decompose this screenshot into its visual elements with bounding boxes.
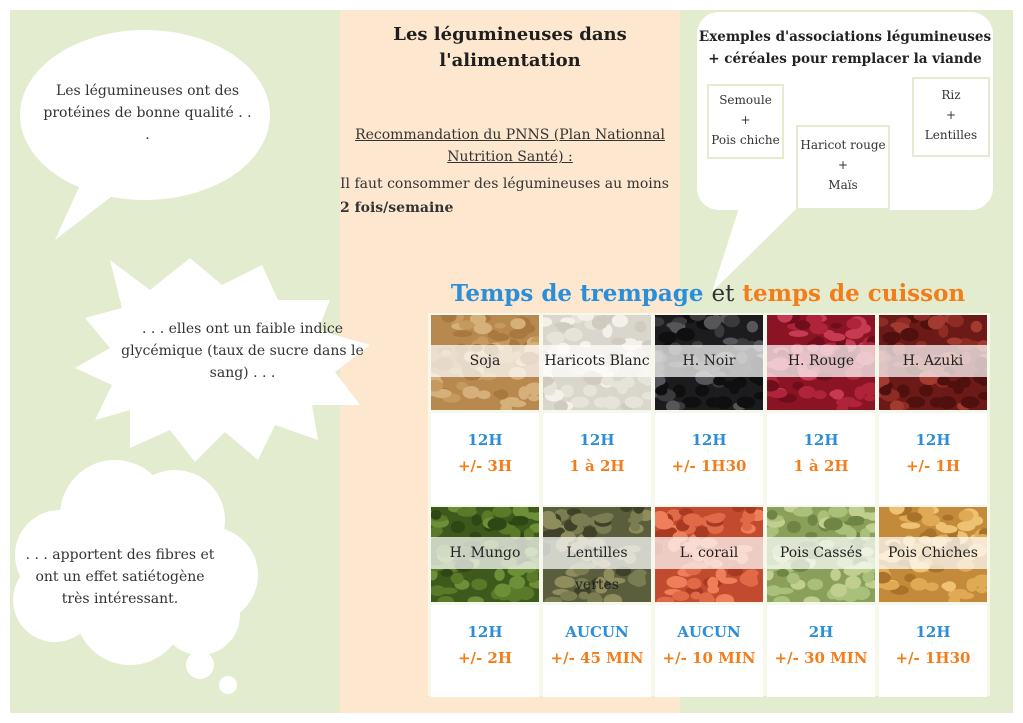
recommendation-title: Recommandation du PNNS (Plan Nationnal Nutrition Santé) : bbox=[355, 127, 665, 165]
legume-image-coral-lentils bbox=[655, 507, 763, 602]
bubble-fibres: . . . apportent des fibres et ont un effet satiétogène très intéressant. bbox=[25, 547, 215, 607]
time-cell bbox=[655, 605, 763, 697]
cook-time: +/- 1H30 bbox=[671, 457, 747, 475]
legume-name: Haricots Blanc bbox=[543, 345, 651, 377]
bubble-glycemic: . . . elles ont un faible indice glycémique (taux de sucre dans le sang) . . . bbox=[121, 321, 364, 381]
legume-image-split-peas bbox=[767, 507, 875, 602]
cook-time: +/- 30 MIN bbox=[774, 649, 868, 667]
bubble-proteins: Les légumineuses ont des protéines de bonne qualité . . . bbox=[43, 83, 252, 143]
legume-image-azuki-beans bbox=[879, 315, 987, 410]
soak-time: 12H bbox=[467, 431, 503, 449]
page-title: Les légumineuses dans l'alimentation bbox=[393, 24, 627, 71]
cook-time: +/- 10 MIN bbox=[662, 649, 756, 667]
time-cell bbox=[655, 413, 763, 505]
combo-b: Lentilles bbox=[924, 128, 978, 142]
recommendation-frequency: 2 fois/semaine bbox=[340, 200, 454, 216]
legume-name: Soja bbox=[431, 345, 539, 377]
soak-time: 12H bbox=[467, 623, 503, 641]
time-cell bbox=[879, 605, 987, 697]
soak-time: 12H bbox=[579, 431, 615, 449]
combo-a: Haricot rouge bbox=[800, 138, 886, 152]
legume-name: H. Rouge bbox=[767, 345, 875, 377]
combo-b: Pois chiche bbox=[711, 133, 780, 147]
cook-time: +/- 1H30 bbox=[895, 649, 971, 667]
combo-plus: + bbox=[740, 113, 751, 127]
title-and: et bbox=[711, 281, 735, 307]
cook-time: 1 à 2H bbox=[793, 457, 849, 475]
soak-time: 12H bbox=[915, 431, 951, 449]
recommendation-body: Il faut consommer des légumineuses au moins bbox=[340, 176, 669, 192]
combo-plus: + bbox=[945, 108, 957, 122]
time-cell bbox=[767, 605, 875, 697]
combo-haricot-mais bbox=[796, 125, 890, 210]
legume-image-black-beans bbox=[655, 315, 763, 410]
time-cell bbox=[767, 413, 875, 505]
legume-name: Pois Chiches bbox=[879, 537, 987, 569]
legume-image-green-lentils bbox=[543, 507, 651, 602]
legume-name: H. Mungo bbox=[431, 537, 539, 569]
soak-time: 12H bbox=[915, 623, 951, 641]
combo-semoule-pois-chiche bbox=[707, 84, 784, 159]
table-title bbox=[428, 280, 988, 307]
soak-time: AUCUN bbox=[677, 623, 741, 641]
time-cell bbox=[543, 605, 651, 697]
cook-time: +/- 3H bbox=[457, 457, 513, 475]
legume-grid bbox=[428, 313, 990, 696]
cook-time: 1 à 2H bbox=[569, 457, 625, 475]
legume-name: H. Noir bbox=[655, 345, 763, 377]
title-soak: Temps de trempage bbox=[450, 280, 704, 307]
legume-image-mung-beans bbox=[431, 507, 539, 602]
recommendation-text bbox=[340, 172, 680, 220]
legume-name: Pois Cassés bbox=[767, 537, 875, 569]
legume-name: L. corail bbox=[655, 537, 763, 569]
soak-time: 12H bbox=[691, 431, 727, 449]
combo-b: Maïs bbox=[828, 178, 858, 192]
cook-time: +/- 45 MIN bbox=[550, 649, 644, 667]
time-cell bbox=[431, 413, 539, 505]
examples-title: Exemples d'associations légumineuses + céréales pour remplacer la viande bbox=[698, 29, 992, 67]
soak-time: 2H bbox=[808, 623, 834, 641]
soak-time: 12H bbox=[803, 431, 839, 449]
combo-a: Semoule bbox=[719, 93, 772, 107]
combo-plus: + bbox=[837, 158, 849, 172]
time-cell bbox=[543, 413, 651, 505]
cook-time: +/- 1H bbox=[905, 457, 961, 475]
legume-name: H. Azuki bbox=[879, 345, 987, 377]
combo-riz-lentilles bbox=[912, 77, 990, 157]
legume-image-soy-beans bbox=[431, 315, 539, 410]
legume-name: Lentilles vertes bbox=[543, 537, 651, 569]
combo-a: Riz bbox=[941, 88, 961, 102]
time-cell bbox=[879, 413, 987, 505]
time-cell bbox=[431, 605, 539, 697]
soak-time: AUCUN bbox=[565, 623, 629, 641]
legume-image-red-beans bbox=[767, 315, 875, 410]
legume-image-white-beans bbox=[543, 315, 651, 410]
cook-time: +/- 2H bbox=[457, 649, 513, 667]
legume-image-chickpeas bbox=[879, 507, 987, 602]
title-cook: temps de cuisson bbox=[742, 280, 966, 307]
